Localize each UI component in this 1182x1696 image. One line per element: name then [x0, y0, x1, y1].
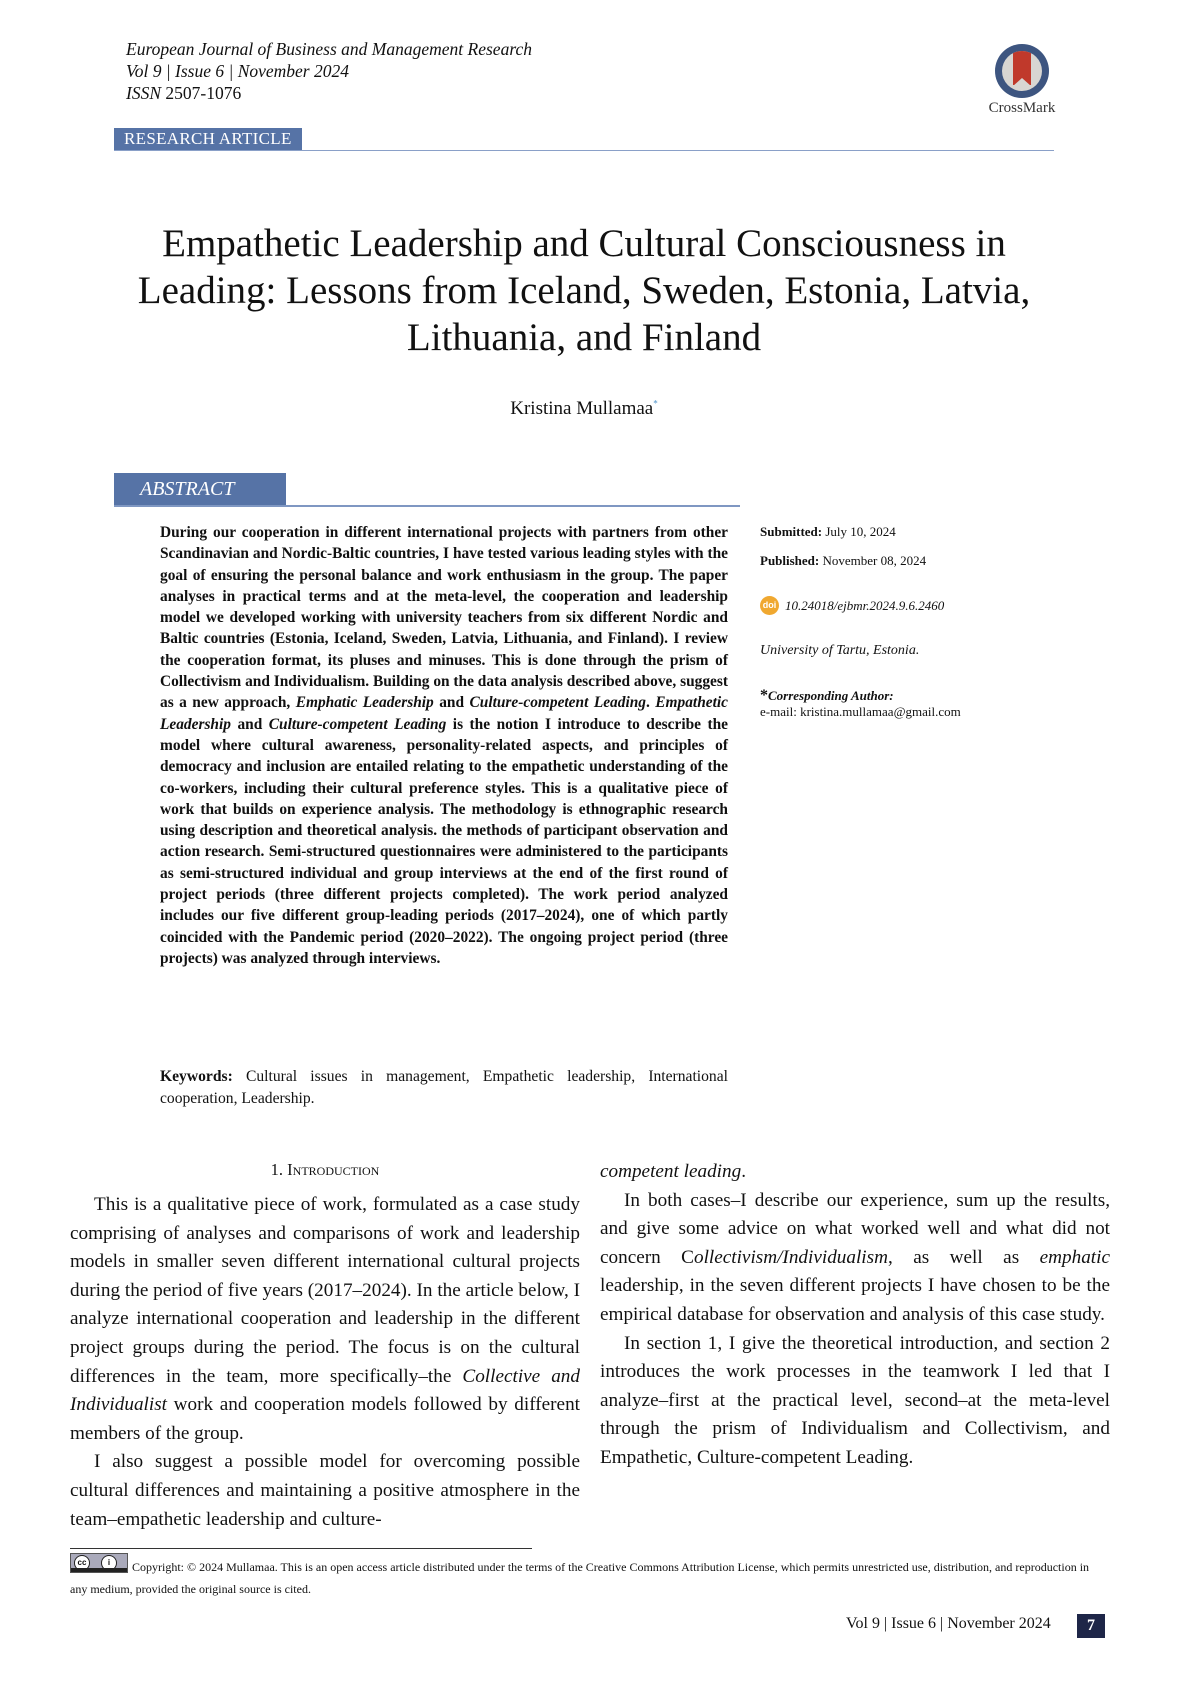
cc-by-license-icon[interactable]: cc i [70, 1553, 128, 1573]
paragraph [600, 1187, 1110, 1330]
volume-issue: Vol 9 | Issue 6 | November 2024 [126, 61, 349, 81]
text: This is a qualitative piece of work, formulated as a case study comprising of analyses and comparisons of work and leadership models in smaller seven different international cultural projects during the period of five years (2017–2024). In the article below, I analyze international cooperation and leadership in the different project groups during the period. The focus is on the cultural differences in the team, more specifically–the [70, 1194, 580, 1387]
issn-label: ISSN [126, 83, 161, 103]
affiliation: University of Tartu, Estonia. [760, 643, 920, 658]
article-title: Empathetic Leadership and Cultural Consciousness in Leading: Lessons from Iceland, Sweden, Estonia, Latvia, Lithuania, and Finland [137, 222, 1031, 359]
author-line [114, 398, 1054, 420]
corresponding-author [760, 688, 961, 720]
author-mark: * [653, 398, 658, 409]
text: In both cases–I describe our experience, sum up the results, and give some advice on what worked well and what did not concern C [600, 1189, 1110, 1268]
journal-name: European Journal of Business and Management Research [126, 39, 532, 59]
paragraph-continued [600, 1158, 1110, 1187]
submitted-value: July 10, 2024 [822, 524, 896, 539]
footer-issue: Vol 9 | Issue 6 | November 2024 [846, 1615, 1051, 1632]
author-email[interactable]: e-mail: kristina.mullamaa@gmail.com [760, 704, 961, 719]
emphasis: Collective and Individualist [70, 1365, 580, 1416]
copyright-notice: Copyright: © 2024 Mullamaa. This is an open access article distributed under the terms of the Creative Commons Attribution License, which permits unrestricted use, distribution, and reproduction in any medium, provided the original source is cited. [70, 1560, 1090, 1596]
abstract-part: and [433, 694, 470, 712]
article-type-badge: RESEARCH ARTICLE [114, 128, 302, 150]
submitted-label: Submitted: [760, 524, 823, 539]
issn-number: 2507-1076 [165, 83, 242, 103]
abstract-part: is the notion I introduce to describe the model where cultural awareness, personality-related aspects, and principles of democracy and inclusion are entailed relating to the empathetic understanding of the co-workers, including their cultural preference styles. This is a qualitative piece of work that builds on experience analysis. The methodology is ethnographic research using description and theoretical analysis. the methods of participant observation and action research. Semi-structured questionnaires were administered to the participants as semi-structured individual and group interviews at the end of the first round of project periods (three different projects completed). The work period analyzed includes our five different group-leading periods (2017–2024), one of which partly coincided with the Pandemic period (2020–2022). The ongoing project period (three projects) was analyzed through interviews. [160, 715, 728, 967]
abstract-emphasis: Culture-competent Leading [268, 715, 447, 733]
header-divider [114, 150, 1054, 151]
text: work and cooperation models followed by different members of the group. [70, 1394, 580, 1444]
text: I also suggest a possible model for overcoming possible cultural differences and maintaining a positive atmosphere in the team–empathetic leadership and culture- [70, 1451, 580, 1530]
corresponding-label: Corresponding Author: [768, 688, 894, 703]
paragraph [70, 1448, 580, 1534]
abstract-emphasis: Culture-competent Leading [469, 694, 646, 712]
abstract-part: During our cooperation in different international projects with partners from other Scandinavian and Nordic-Baltic countries, I have tested various leading styles with the goal of ensuring the personal balance and work enthusiasm in the group. The paper analyses in practical terms and at the meta-level, the cooperation and leadership model we developed working with university teachers from six different Nordic and Baltic countries (Estonia, Iceland, Sweden, Latvia, Lithuania, and Finland). I review the cooperation format, its pluses and minuses. This is done through the prism of Collectivism and Individualism. Building on the data analysis described above, suggest as a new approach, [160, 524, 728, 712]
abstract-text [160, 522, 728, 969]
submitted-date [760, 524, 896, 540]
published-label: Published: [760, 553, 820, 568]
issn [126, 82, 532, 104]
abstract-divider [114, 505, 740, 507]
keywords [160, 1066, 728, 1109]
section-heading-introduction: 1. Introduction [270, 1160, 380, 1179]
page-number: 7 [1077, 1614, 1105, 1638]
body-column-right [600, 1158, 1110, 1473]
crossmark-icon [995, 44, 1049, 98]
doi-value[interactable]: 10.24018/ejbmr.2024.9.6.2460 [785, 597, 945, 613]
paragraph: In section 1, I give the theoretical introduction, and section 2 introduces the work processes in the teamwork I led that I analyze–first at the practical level, second–at the meta-level through the prism of Individualism and Collectivism, and Empathetic, Culture-competent Leading. [600, 1332, 1110, 1468]
text: . [741, 1161, 746, 1182]
keywords-label: Keywords: [160, 1068, 233, 1085]
journal-header [126, 38, 532, 104]
text: , as well as [887, 1246, 1040, 1268]
keywords-value: Cultural issues in management, Empathetic leadership, International cooperation, Leadership. [160, 1068, 728, 1107]
emphasis: emphatic [1039, 1246, 1110, 1268]
text: leadership, in the seven different projects I have chosen to be the empirical database for observation and analysis of this case study. [600, 1275, 1110, 1325]
crossmark-label: CrossMark [988, 100, 1056, 116]
doi-icon: doi [760, 596, 779, 615]
published-value: November 08, 2024 [819, 553, 927, 568]
abstract-heading: ABSTRACT [114, 473, 286, 505]
emphasis: competent leading [600, 1161, 742, 1182]
published-date [760, 553, 926, 569]
emphasis: ollectivism/Individualism [693, 1246, 888, 1268]
corresponding-mark: * [760, 687, 768, 704]
abstract-emphasis: Emphatic Leadership [295, 694, 434, 712]
abstract-part: and [230, 715, 269, 733]
crossmark-badge[interactable] [980, 44, 1064, 117]
doi-link[interactable] [760, 596, 944, 615]
footnote-divider [70, 1548, 532, 1549]
abstract-emphasis: Empathetic Leadership [160, 694, 728, 733]
author-name: Kristina Mullamaa [510, 398, 654, 419]
body-column-left [70, 1191, 580, 1534]
paragraph [70, 1191, 580, 1448]
abstract-part: . [645, 694, 656, 712]
